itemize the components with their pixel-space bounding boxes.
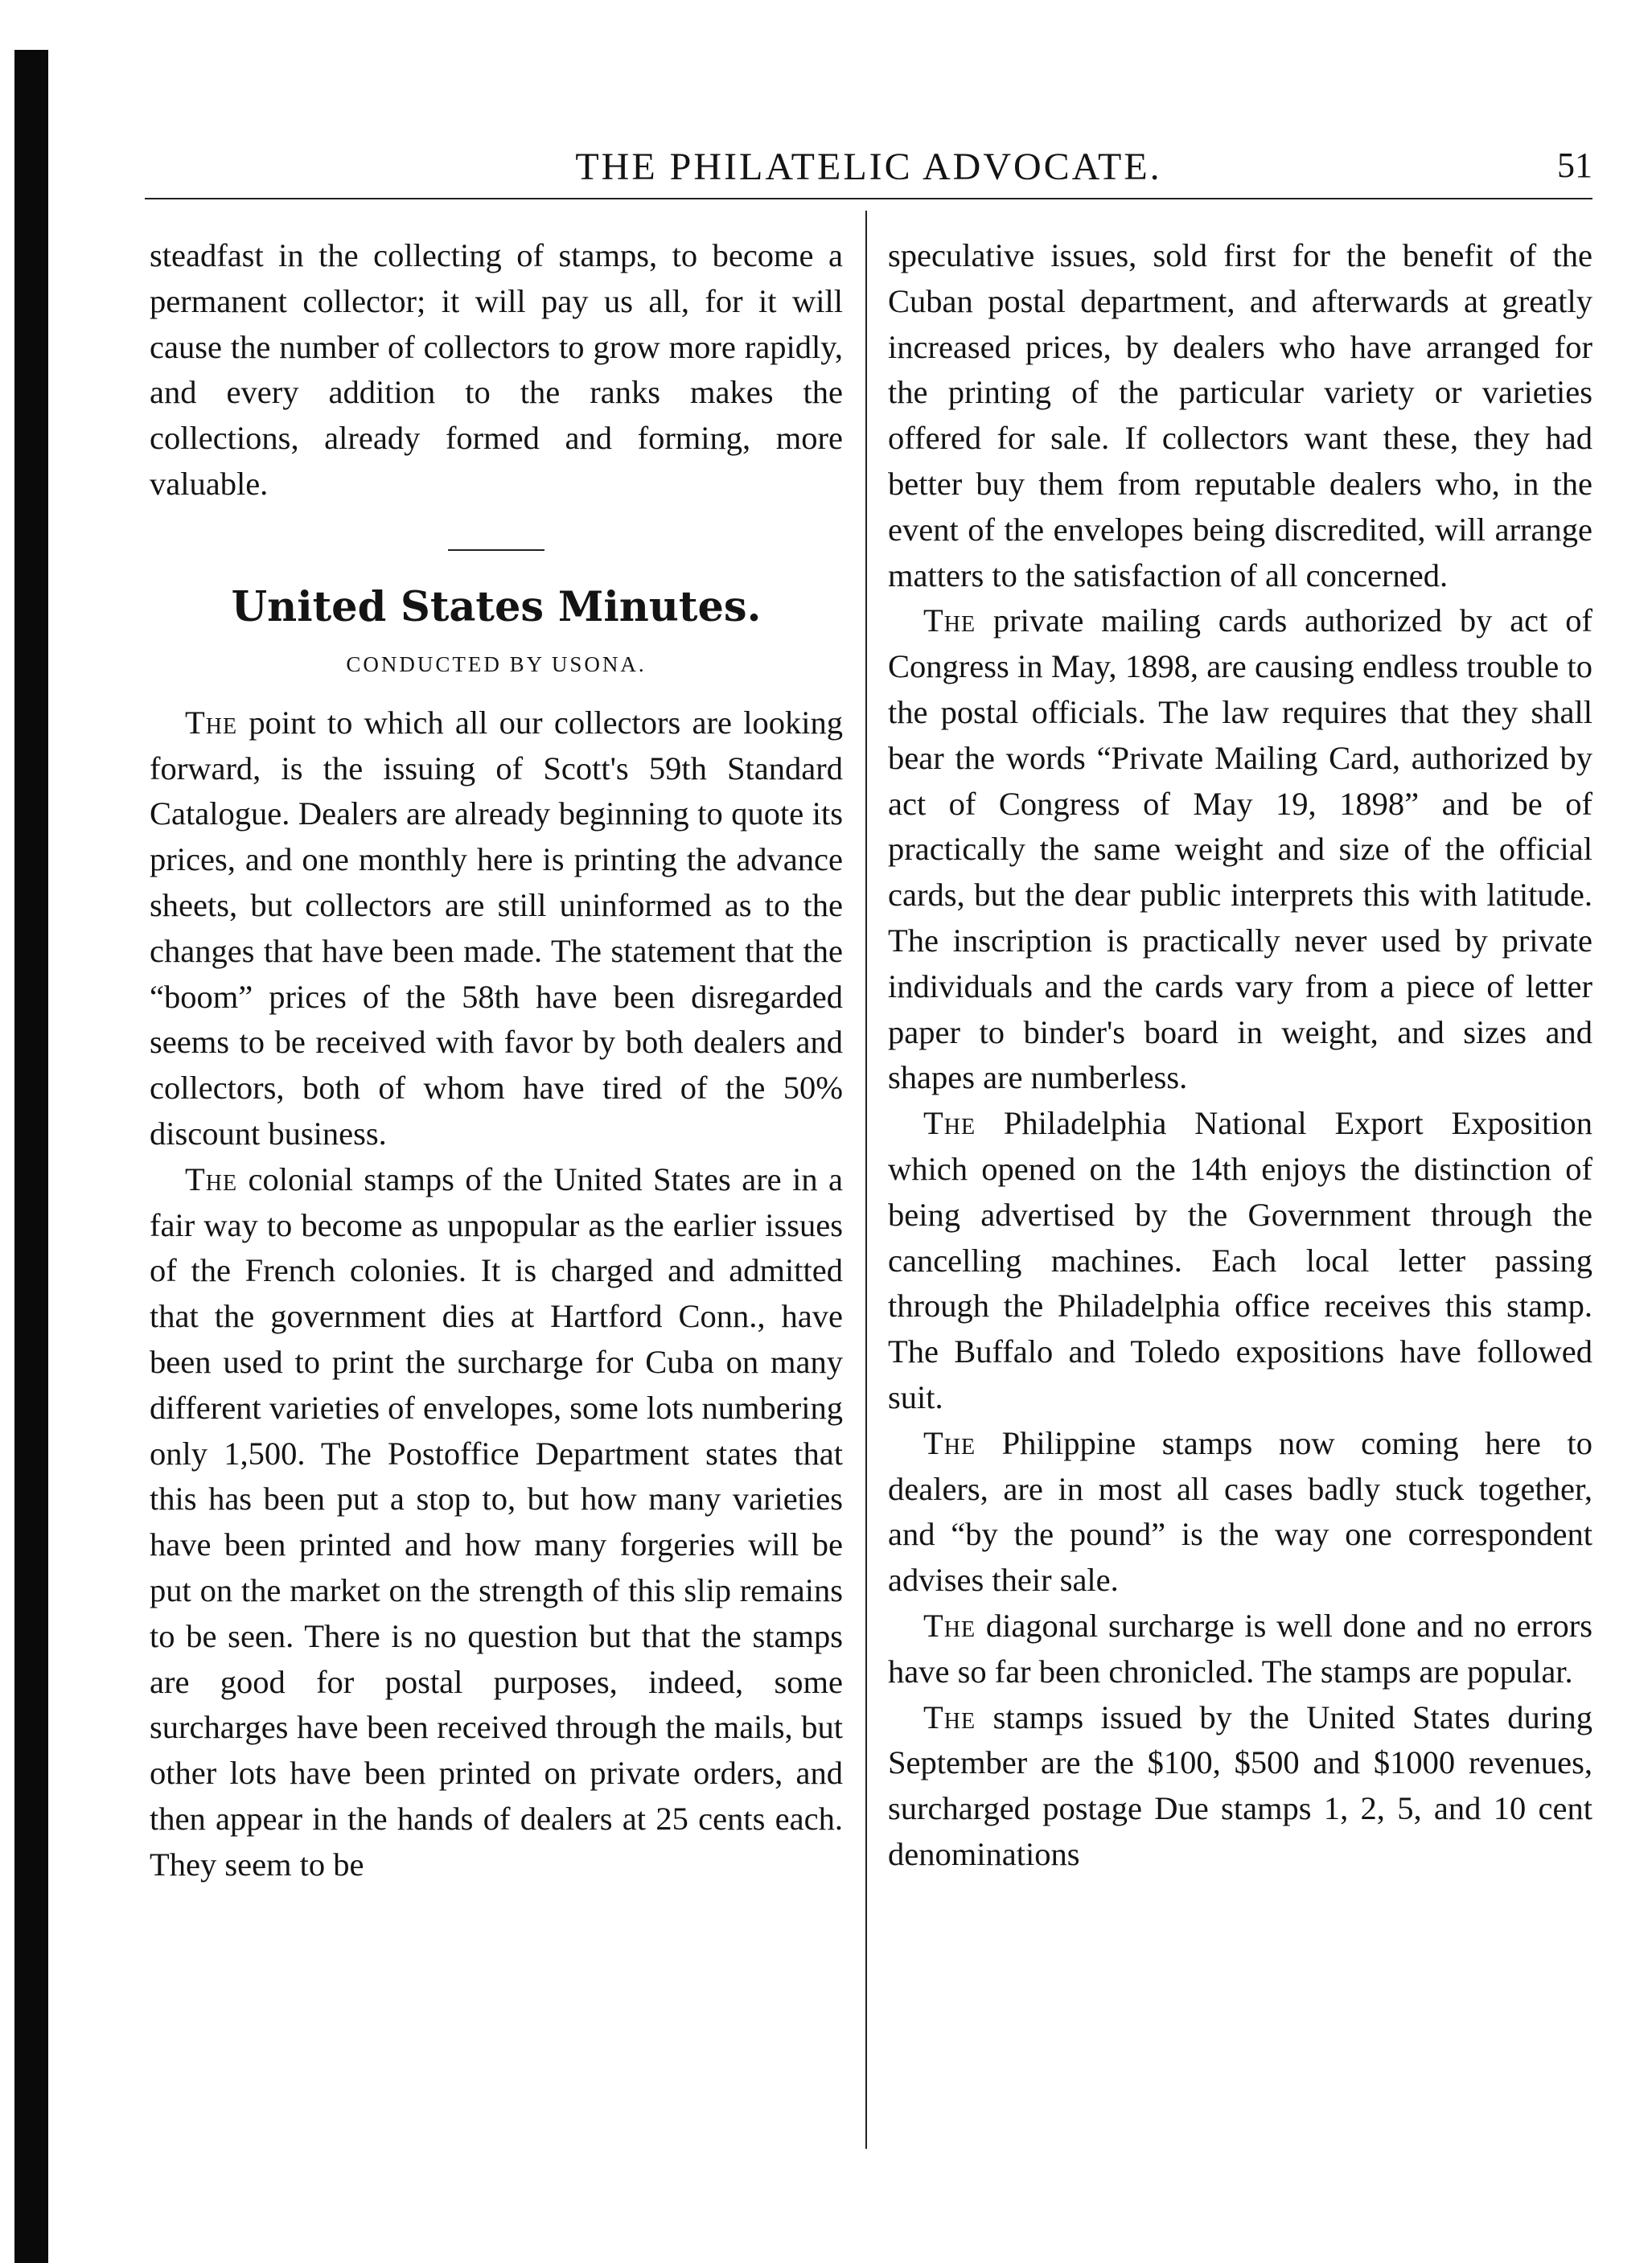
continued-paragraph: speculative issues, sold first for the benefit of the Cuban postal department, and afterwards at greatly increased prices, by dealers who have arranged for the printing of the particular variety or varieties offered for sale. If collectors want these, they had better buy them from reputable dealers who, in the event of the envelopes being discredited, will arrange matters to the satisfaction of all concerned. <box>888 237 1592 593</box>
column-divider <box>865 211 867 2149</box>
paragraph-lead: The <box>923 1698 976 1735</box>
continued-paragraph: steadfast in the collecting of stamps, to become a permanent collector; it will pay us all, for it will cause the number of collectors to grow more rapidly, and every addition to the ranks makes the collections, already formed and forming, more valuable. <box>150 237 843 502</box>
byline: CONDUCTED BY USONA. <box>346 651 647 676</box>
paragraph-body: stamps issued by the United States during September are the $100, $500 and $1000 revenues, surcharged postage Due stamps 1, 2, 5, and 10 cent denominations <box>888 1698 1592 1872</box>
paragraph-lead: The <box>923 602 976 639</box>
paragraph-colonial-stamps <box>150 1157 843 1888</box>
paragraph-lead: The <box>923 1607 976 1644</box>
right-column <box>888 233 1592 1878</box>
header-rule <box>145 198 1592 199</box>
paragraph-body: point to which all our collectors are looking forward, is the issuing of Scott's 59th Standard Catalogue. Dealers are already beginning to quote its prices, and one monthly here is printing the advance sheets, but collectors are still uninformed as to the changes that have been made. The statement that the “boom” prices of the 58th have been disregarded seems to be received with favor by both dealers and collectors, both of whom have tired of the 50% discount business. <box>150 704 843 1152</box>
paragraph-september-issues <box>888 1695 1592 1878</box>
left-column <box>150 233 843 1888</box>
paragraph-body: private mailing cards authorized by act of Congress in May, 1898, are causing endless trouble to the postal officials. The law requires that they shall bear the words “Private Mailing Card, authorized by act of Congress of May 19, 1898” and be of practically the same weight and size of the official cards, but the dear public interprets this with latitude. The inscription is practically never used by private individuals and the cards vary from a piece of letter paper to binder's board in weight, and sizes and shapes are numberless. <box>888 602 1592 1096</box>
paragraph-philippine-stamps <box>888 1421 1592 1604</box>
paragraph-scotts-catalogue <box>150 700 843 1157</box>
page-number: 51 <box>1557 146 1592 185</box>
paragraph-lead: The <box>923 1424 976 1461</box>
section-rule <box>448 549 545 551</box>
paragraph-body: Philippine stamps now coming here to dealers, are in most all cases badly stuck together, and “by the pound” is the way one correspondent advises their sale. <box>888 1424 1592 1599</box>
binding-shadow <box>14 50 48 2263</box>
paragraph-body: diagonal surcharge is well done and no errors have so far been chronicled. The stamps are popular. <box>888 1607 1592 1690</box>
paragraph-private-mailing-cards <box>888 598 1592 1101</box>
paragraph-lead: The <box>185 704 238 741</box>
paragraph-body: Philadelphia National Export Exposition which opened on the 14th enjoys the distinction of being advertised by the Government through the cancelling machines. Each local letter passing through the Philadelphia office receives this stamp. The Buffalo and Toledo expositions have followed suit. <box>888 1105 1592 1415</box>
page-header <box>145 145 1592 201</box>
paragraph-body: colonial stamps of the United States are in a fair way to become as unpopular as the earlier issues of the French colonies. It is charged and admitted that the government dies at Hartford Conn., have been used to print the surcharge for Cuba on many different varieties of envelopes, some lots numbering only 1,500. The Postoffice Department states that this has been put a stop to, but how many varieties have been printed and how many forgeries will be put on the market on the strength of this slip remains to be seen. There is no question but that the stamps are good for postal purposes, indeed, some surcharges have been received through the mails, but other lots have been printed on private orders, and then appear in the hands of dealers at 25 cents each. They seem to be <box>150 1160 843 1883</box>
section-heading: United States Minutes. <box>231 582 762 631</box>
paragraph-diagonal-surcharge <box>888 1604 1592 1695</box>
paragraph-lead: The <box>923 1105 976 1142</box>
paragraph-export-exposition <box>888 1101 1592 1421</box>
paragraph-lead: The <box>185 1160 238 1197</box>
running-title: THE PHILATELIC ADVOCATE. <box>575 146 1162 188</box>
